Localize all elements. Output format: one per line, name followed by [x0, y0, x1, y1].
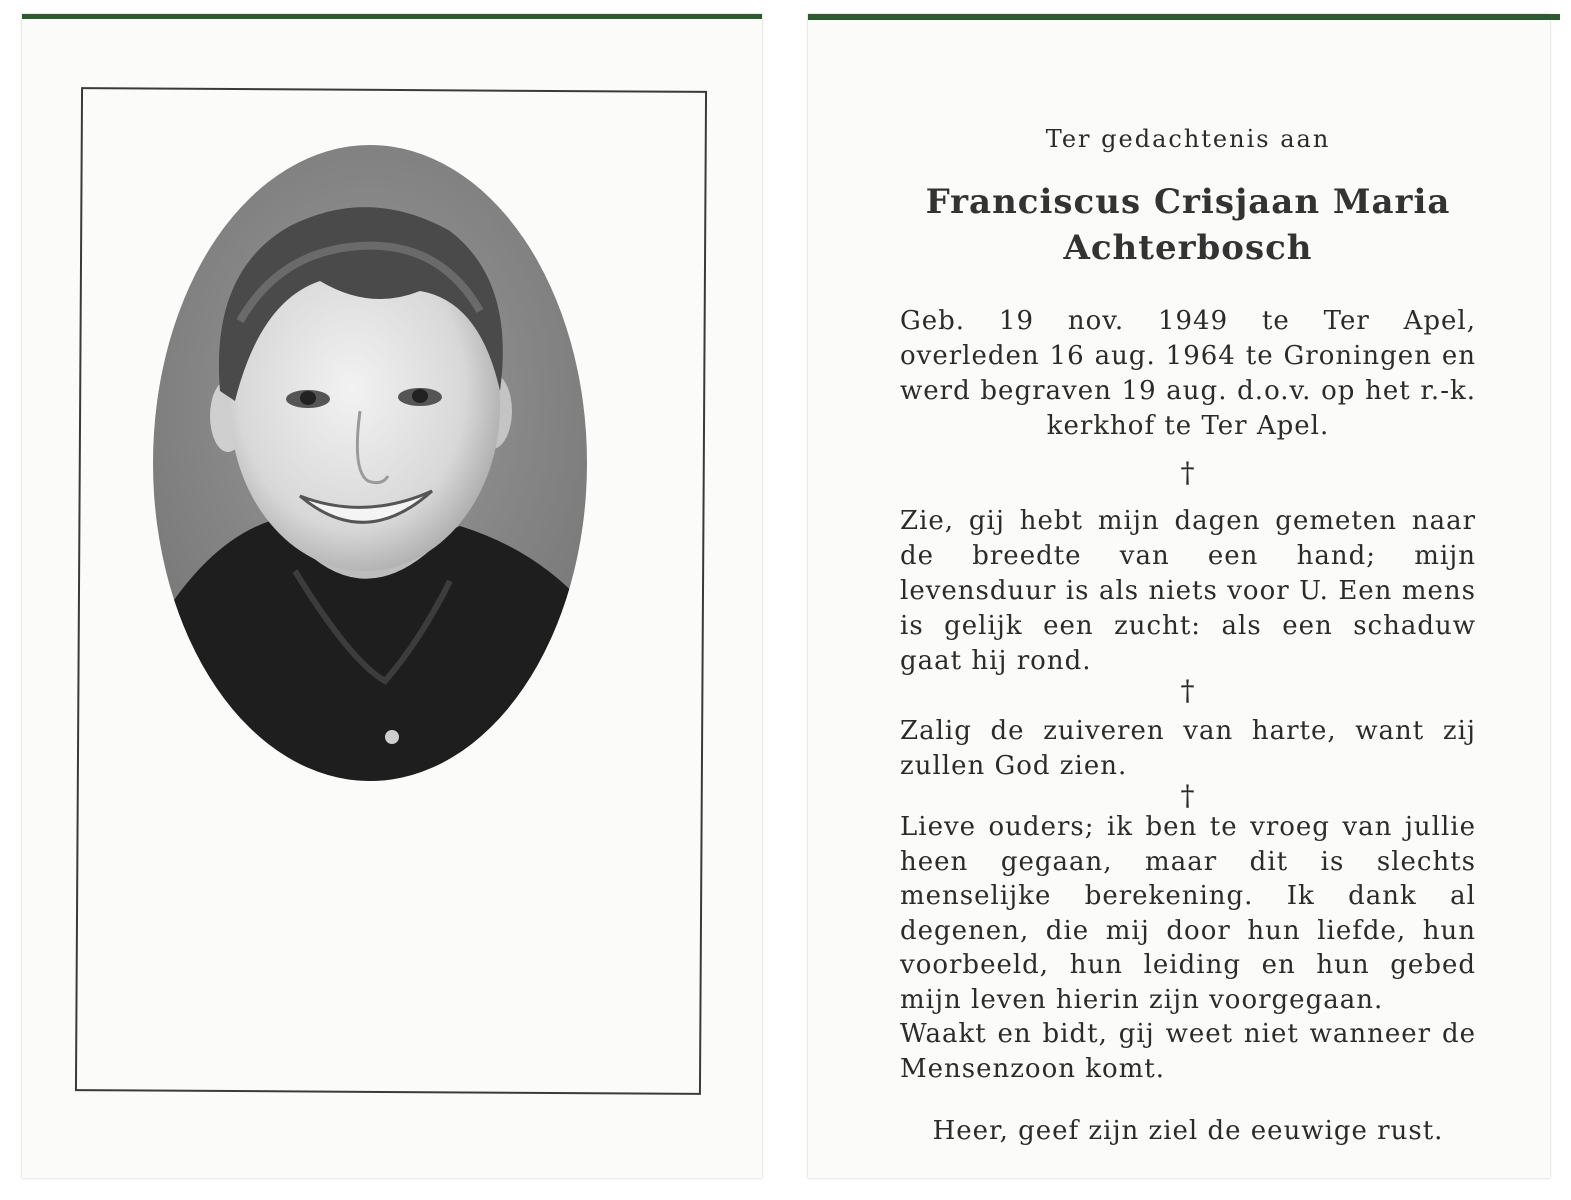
cross-icon: † — [1180, 674, 1196, 707]
card-top-edge — [22, 14, 762, 19]
card-top-edge — [808, 14, 1560, 20]
message-parents-text: Lieve ouders; ik ben te vroeg van jullie heen gegaan, maar dit is slechts menselijke berekening. Ik dank al degenen, die mij door hun liefde, hun voorbeeld, hun leiding en hun gebed mijn leven hierin zijn voorgegaan. — [900, 812, 1476, 1015]
life-dates-text: Geb. 19 nov. 1949 te Ter Apel, overleden 16 aug. 1964 te Groningen en werd begraven 19 aug. d.o.v. op het r.-k. kerkhof te Ter Apel. — [900, 306, 1476, 441]
memorial-intro: Ter gedachtenis aan — [1045, 125, 1331, 153]
deceased-name — [900, 179, 1476, 271]
message-to-parents — [900, 810, 1476, 1086]
deceased-name-line-1: Franciscus Crisjaan Maria — [925, 182, 1451, 222]
memorial-card-front — [22, 14, 762, 1178]
verse-psalm: Zie, gij hebt mijn dagen gemeten naar de breedte van een hand; mijn levensduur is als niets voor U. Een mens is gelijk een zucht: als een schaduw gaat hij rond. — [900, 506, 1476, 676]
deceased-name-line-2: Achterbosch — [1063, 228, 1313, 268]
message-watch-text: Waakt en bidt, gij weet niet wanneer de Mensenzoon komt. — [900, 1019, 1476, 1084]
cross-icon: † — [1180, 779, 1196, 812]
portrait-photo — [120, 141, 620, 791]
closing-prayer: Heer, geef zijn ziel de eeuwige rust. — [932, 1116, 1444, 1146]
cross-icon: † — [1180, 456, 1196, 489]
verse-beatitude: Zalig de zuiveren van harte, want zij zullen God zien. — [900, 716, 1476, 781]
memorial-card-back — [808, 14, 1550, 1178]
